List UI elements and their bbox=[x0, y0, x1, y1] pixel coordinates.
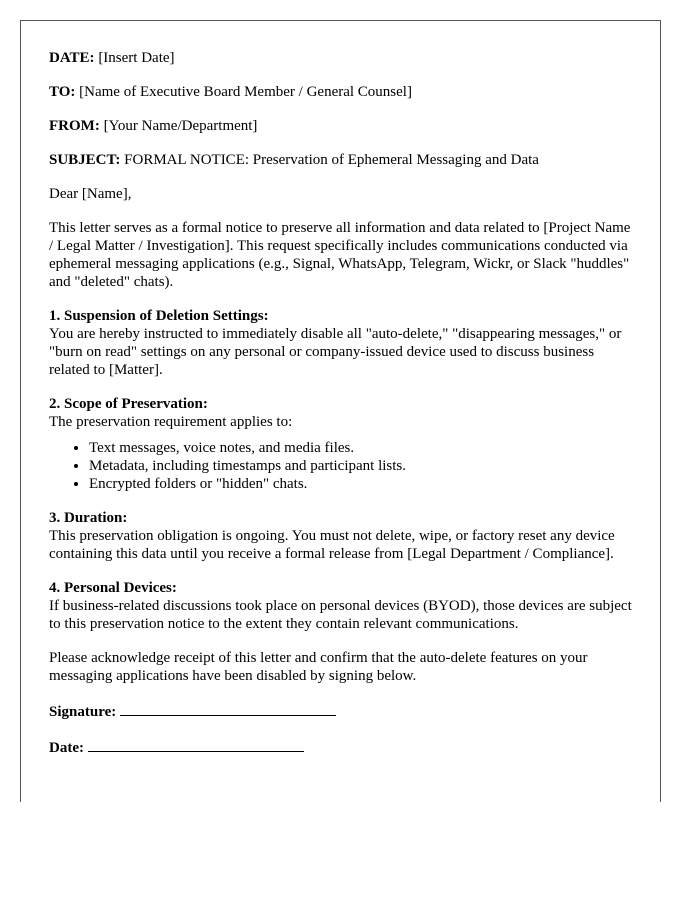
list-item: • Text messages, voice notes, and media files. bbox=[89, 439, 632, 457]
section-body: This preservation obligation is ongoing. You must not delete, wipe, or factory reset any device containing this data until you receive a formal release from [Legal Department / Compliance]. bbox=[49, 528, 615, 562]
section-title: 3. Duration: bbox=[49, 510, 128, 526]
date-line bbox=[49, 49, 632, 67]
list-item: • Encrypted folders or "hidden" chats. bbox=[89, 475, 632, 493]
section-scope bbox=[49, 395, 632, 431]
subject-label: SUBJECT: bbox=[49, 152, 121, 168]
section-title: 1. Suspension of Deletion Settings: bbox=[49, 308, 269, 324]
signature-field[interactable] bbox=[120, 701, 336, 716]
signature-row bbox=[49, 701, 632, 721]
from-value: [Your Name/Department] bbox=[103, 118, 258, 134]
from-label: FROM: bbox=[49, 118, 100, 134]
to-value: [Name of Executive Board Member / General Counsel] bbox=[79, 84, 412, 100]
section-body: If business-related discussions took place on personal devices (BYOD), those devices are subject to this preservation notice to the extent they contain relevant communications. bbox=[49, 598, 632, 632]
date-label: DATE: bbox=[49, 50, 95, 66]
sign-date-label: Date: bbox=[49, 740, 84, 756]
from-line bbox=[49, 117, 632, 135]
section-body: You are hereby instructed to immediately disable all "auto-delete," "disappearing messages," or "burn on read" settings on any personal or company-issued device used to discuss business related to [Matter]. bbox=[49, 326, 622, 378]
signature-label: Signature: bbox=[49, 704, 117, 720]
section-title: 4. Personal Devices: bbox=[49, 580, 177, 596]
section-title: 2. Scope of Preservation: bbox=[49, 396, 208, 412]
sign-date-field[interactable] bbox=[88, 737, 304, 752]
scope-bullet-list bbox=[49, 439, 632, 493]
sign-date-row bbox=[49, 737, 632, 757]
closing-paragraph: Please acknowledge receipt of this letter and confirm that the auto-delete features on your messaging applications have been disabled by signing below. bbox=[49, 650, 588, 684]
to-label: TO: bbox=[49, 84, 76, 100]
letter-page bbox=[20, 20, 661, 802]
section-personal-devices bbox=[49, 579, 632, 633]
section-body: The preservation requirement applies to: bbox=[49, 414, 293, 430]
date-value: [Insert Date] bbox=[98, 50, 175, 66]
section-suspension bbox=[49, 307, 632, 379]
section-duration bbox=[49, 509, 632, 563]
list-item: • Metadata, including timestamps and participant lists. bbox=[89, 457, 632, 475]
to-line bbox=[49, 83, 632, 101]
subject-value: FORMAL NOTICE: Preservation of Ephemeral Messaging and Data bbox=[124, 152, 539, 168]
intro-paragraph: This letter serves as a formal notice to preserve all information and data related to [Project Name / Legal Matter / Investigation]. This request specifically includes communications conducted via ephemeral messaging applications (e.g., Signal, WhatsApp, Telegram, Wickr, or Slack "huddles" and "deleted" chats). bbox=[49, 220, 631, 290]
subject-line bbox=[49, 151, 632, 169]
salutation: Dear [Name], bbox=[49, 186, 132, 202]
